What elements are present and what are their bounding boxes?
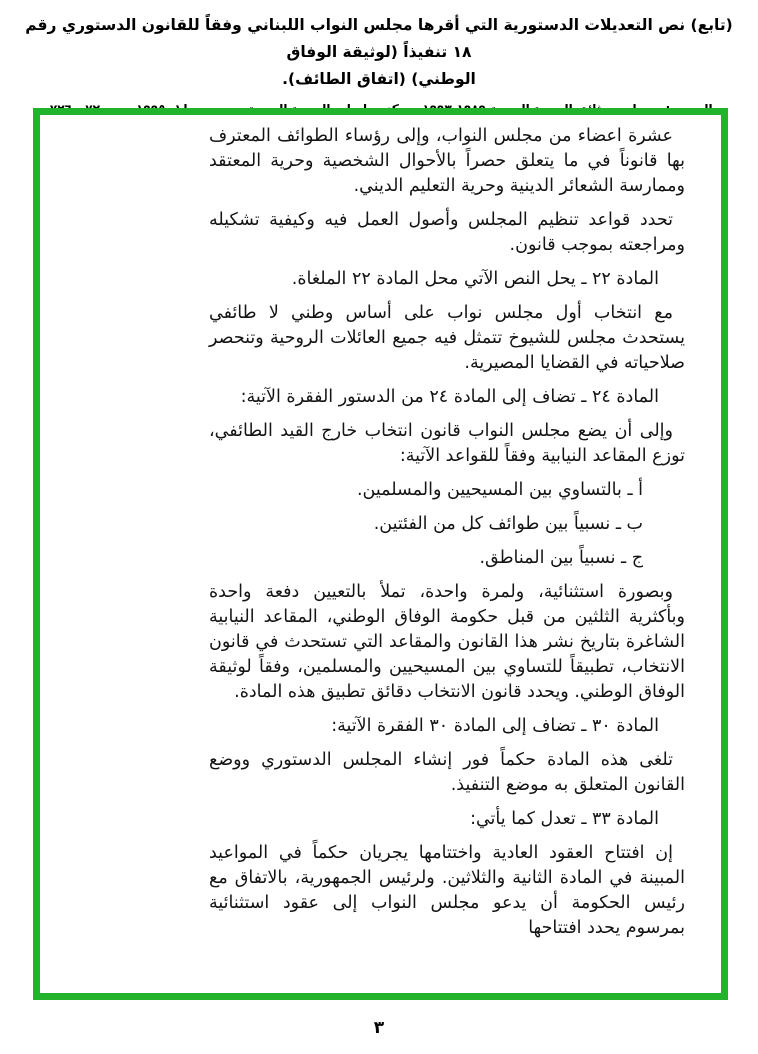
paragraph: عشرة اعضاء من مجلس النواب، وإلى رؤساء الطوائف المعترف بها قانوناً في ما يتعلق حصراً بالأحوال الشخصية وحرية المعتقد وممارسة الشعائر الدينية وحرية التعليم الديني. (209, 126, 685, 196)
article-heading-paragraph: المادة ٢٢ ـ يحل النص الآتي محل المادة ٢٢ الملغاة. (291, 269, 659, 289)
list-item: أ ـ بالتساوي بين المسيحيين والمسلمين. (356, 480, 643, 500)
article-heading-paragraph: المادة ٢٤ ـ تضاف إلى المادة ٢٤ من الدستور الفقرة الآتية: (240, 387, 659, 407)
list-item: ج ـ نسبياً بين المناطق. (479, 548, 643, 568)
article-heading-paragraph: المادة ٣٣ ـ تعدل كما يأتي: (470, 809, 659, 829)
page-number: ٣ (373, 1018, 385, 1038)
paragraph: تلغى هذه المادة حكماً فور إنشاء المجلس الدستوري ووضع القانون المتعلق به موضع التنفيذ. (209, 750, 685, 795)
paragraph: مع انتخاب أول مجلس نواب على أساس وطني لا طائفي يستحدث مجلس للشيوخ تتمثل فيه جميع العائلات الروحية وتنحصر صلاحياته في القضايا المصيرية. (209, 303, 685, 373)
document-title-line-2: الوطني) (اتفاق الطائف). (282, 70, 476, 88)
paragraph: إن افتتاح العقود العادية واختتامها يجريان حكماً في المواعيد المبينة في المادة الثانية والثلاثين. ولرئيس الجمهورية، بالاتفاق مع رئيس الحكومة أن يدعو مجلس النواب إلى عقود استثنائية بمرسوم يحدد افتتاحها (209, 843, 685, 938)
paragraph: تحدد قواعد تنظيم المجلس وأصول العمل فيه وكيفية تشكيله ومراجعته بموجب قانون. (209, 210, 685, 255)
paragraph: وبصورة استثنائية، ولمرة واحدة، تملأ بالتعيين دفعة واحدة وبأكثرية الثلثين من قبل حكومة الوفاق الوطني، المقاعد النيابية الشاغرة بتاريخ نشر هذا القانون والمقاعد التي تستحدث في قانون الانتخاب، تطبيقاً للتساوي بين المسيحيين والمسلمين، وفقاً لوثيقة الوفاق الوطني. ويحدد قانون الانتخاب دقائق تطبيق هذه المادة. (209, 582, 685, 702)
paragraph: وإلى أن يضع مجلس النواب قانون انتخاب خارج القيد الطائفي، توزع المقاعد النيابية وفقاً للقواعد الآتية: (209, 421, 685, 466)
document-title-line-1: (تابع) نص التعديلات الدستورية التي أقرها مجلس النواب اللبناني وفقاً للقانون الدستوري رقم ١٨ تنفيذاً (لوثيقة الوفاق (25, 16, 733, 61)
article-heading-paragraph: المادة ٣٠ ـ تضاف إلى المادة ٣٠ الفقرة الآتية: (331, 716, 659, 736)
list-item: ب ـ نسبياً بين طوائف كل من الفئتين. (373, 514, 643, 534)
annotation-highlight-box (33, 108, 728, 1000)
document-header (0, 12, 758, 118)
document-body-text (209, 124, 685, 950)
